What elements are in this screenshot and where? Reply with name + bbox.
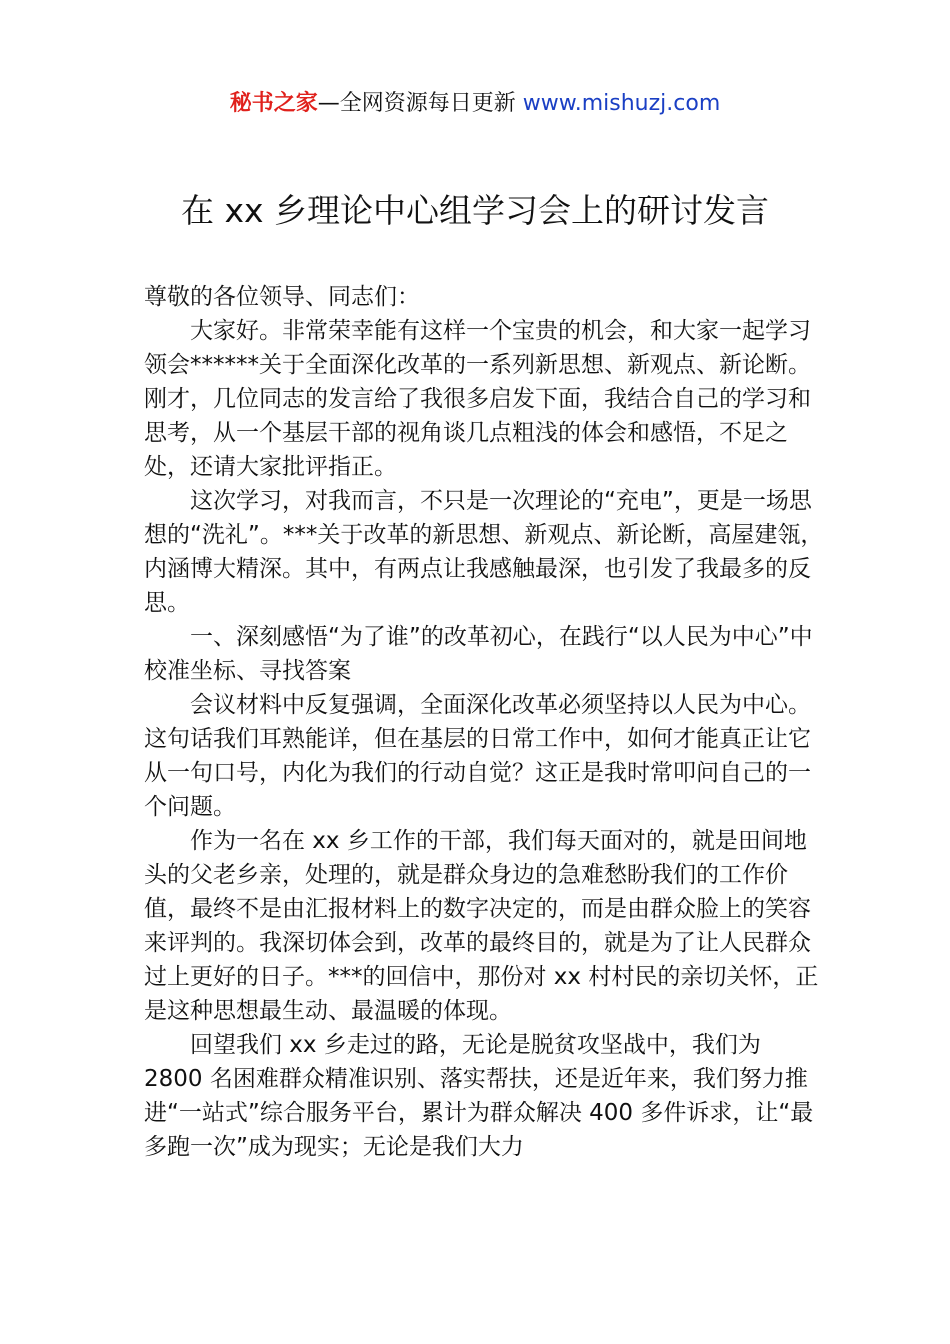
document-body — [144, 280, 824, 1164]
section-heading-1: 一、深刻感悟“为了谁”的改革初心，在践行“以人民为中心”中校准坐标、寻找答案 — [144, 624, 813, 684]
paragraph-5: 回望我们 xx 乡走过的路，无论是脱贫攻坚战中，我们为 2800 名困难群众精准识别、落实帮扶，还是近年来，我们努力推进“一站式”综合服务平台，累计为群众解决 400 多件诉求，让“最多跑一次”成为现实；无论是我们大力 — [144, 1032, 814, 1160]
header-tagline: —全网资源每日更新 — [317, 91, 523, 116]
paragraph-4: 作为一名在 xx 乡工作的干部，我们每天面对的，就是田间地头的父老乡亲，处理的，就是群众身边的急难愁盼我们的工作价值，最终不是由汇报材料上的数字决定的，而是由群众脸上的笑容来评判的。我深切体会到，改革的最终目的，就是为了让人民群众过上更好的日子。***的回信中，那份对 xx 村村民的亲切关怀，正是这种思想最生动、最温暖的体现。 — [144, 828, 819, 1024]
site-header — [0, 88, 950, 120]
paragraph-2: 这次学习，对我而言，不只是一次理论的“充电”，更是一场思想的“洗礼”。***关于改革的新思想、新观点、新论断，高屋建瓴，内涵博大精深。其中，有两点让我感触最深，也引发了我最多的反思。 — [144, 488, 824, 616]
salutation: 尊敬的各位领导、同志们： — [144, 284, 420, 310]
paragraph-3: 会议材料中反复强调，全面深化改革必须坚持以人民为中心。这句话我们耳熟能详，但在基层的日常工作中，如何才能真正让它从一句口号，内化为我们的行动自觉？这正是我时常叩问自己的一个问题。 — [144, 692, 811, 820]
document-title: 在 xx 乡理论中心组学习会上的研讨发言 — [180, 191, 770, 230]
brand-name: 秘书之家 — [229, 91, 318, 116]
paragraph-1: 大家好。非常荣幸能有这样一个宝贵的机会，和大家一起学习领会******关于全面深化改革的一系列新思想、新观点、新论断。刚才，几位同志的发言给了我很多启发下面，我结合自己的学习和思考，从一个基层干部的视角谈几点粗浅的体会和感悟，不足之处，还请大家批评指正。 — [144, 318, 811, 480]
site-url-link[interactable]: www.mishuzj.com — [522, 91, 721, 116]
